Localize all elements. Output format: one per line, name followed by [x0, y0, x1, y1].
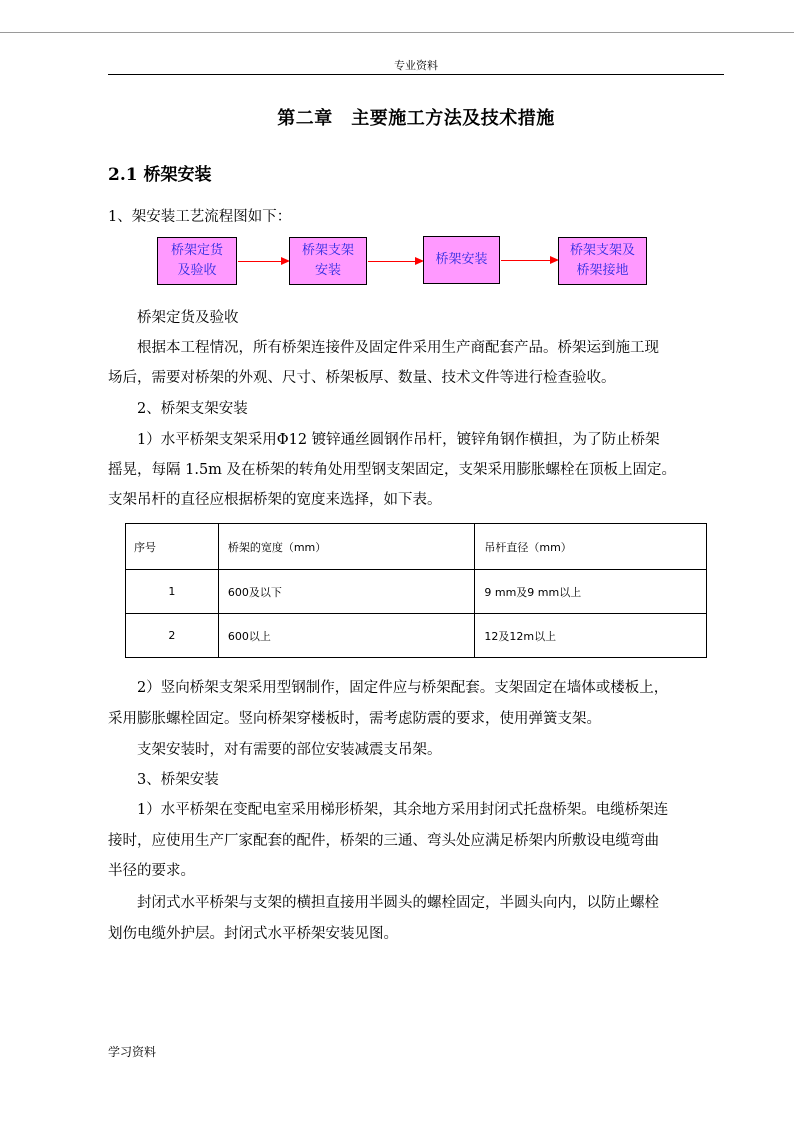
- table-row: [126, 614, 707, 658]
- table-header-cell: 序号: [126, 524, 219, 570]
- paragraph-line: 支架安装时，对有需要的部位安装减震支吊架。: [108, 742, 442, 758]
- rod-diameter-table: [125, 523, 707, 658]
- flow-arrow-3: [501, 260, 557, 261]
- flow-step-1: [157, 237, 237, 285]
- flow-step-1-line1: 桥架定货: [170, 243, 223, 258]
- flow-step-1-line2: 及验收: [177, 263, 217, 278]
- paragraph-line: 场后，需要对桥架的外观、尺寸、桥架板厚、数量、技术文件等进行检查验收。: [108, 370, 616, 386]
- table-header-cell: 桥架的宽度（mm）: [218, 524, 475, 570]
- paragraph-line: 根据本工程情况，所有桥架连接件及固定件采用生产商配套产品。桥架运到施工现: [108, 340, 659, 356]
- flow-step-3: [423, 236, 500, 284]
- flow-arrow-2: [368, 261, 422, 262]
- paragraph-line: 桥架定货及验收: [108, 310, 239, 326]
- paragraph-line: 接时，应使用生产厂家配套的配件，桥架的三通、弯头处应满足桥架内所敷设电缆弯曲: [108, 833, 659, 849]
- table-header-cell: 吊杆直径（mm）: [475, 524, 707, 570]
- table-row: [126, 570, 707, 614]
- paragraph-line: 3、桥架安装: [108, 772, 219, 788]
- page-footer: 学习资料: [108, 1045, 157, 1059]
- paragraph-line: 半径的要求。: [108, 863, 195, 879]
- flow-step-2-line1: 桥架支架: [301, 243, 354, 258]
- paragraph-line: 划伤电缆外护层。封闭式水平桥架安装见图。: [108, 926, 398, 942]
- table-cell: 600以上: [218, 614, 475, 658]
- page-header: 专业资料: [394, 59, 438, 72]
- paragraph-line: 1）水平桥架支架采用Φ12 镀锌通丝圆钢作吊杆，镀锌角钢作横担，为了防止桥架: [108, 432, 660, 448]
- flow-step-2-line2: 安装: [314, 263, 341, 278]
- flow-arrow-1: [238, 261, 288, 262]
- paragraph-line: 支架吊杆的直径应根据桥架的宽度来选择，如下表。: [108, 492, 442, 508]
- paragraph-line: 摇晃，每隔 1.5m 及在桥架的转角处用型钢支架固定，支架采用膨胀螺栓在顶板上固定。: [108, 462, 677, 478]
- flow-step-2: [289, 237, 367, 285]
- flow-step-4-line2: 桥架接地: [576, 263, 629, 278]
- table-cell: 1: [126, 570, 219, 614]
- chapter-title: 第二章 主要施工方法及技术措施: [277, 108, 555, 129]
- flow-step-4: [558, 237, 647, 285]
- section-title: 2.1 桥架安装: [108, 165, 212, 185]
- paragraph-line: 采用膨胀螺栓固定。竖向桥架穿楼板时，需考虑防震的要求，使用弹簧支架。: [108, 711, 601, 727]
- paragraph-line: 2、桥架支架安装: [108, 401, 248, 417]
- flow-step-3-line1: 桥架安装: [435, 252, 488, 267]
- header-rule: [108, 74, 724, 75]
- table-cell: 2: [126, 614, 219, 658]
- table-header-row: [126, 524, 707, 570]
- paragraph-line: 2）竖向桥架支架采用型钢制作，固定件应与桥架配套。支架固定在墙体或楼板上，: [108, 680, 669, 696]
- paragraph-line: 封闭式水平桥架与支架的横担直接用半圆头的螺栓固定，半圆头向内，以防止螺栓: [108, 895, 659, 911]
- flow-step-4-line1: 桥架支架及: [569, 243, 635, 258]
- table-cell: 9 mm及9 mm以上: [475, 570, 707, 614]
- flow-intro: 1、架安装工艺流程图如下：: [108, 209, 292, 225]
- table-cell: 600及以下: [218, 570, 475, 614]
- page-top-border: [0, 32, 794, 33]
- paragraph-line: 1）水平桥架在变配电室采用梯形桥架，其余地方采用封闭式托盘桥架。电缆桥架连: [108, 802, 669, 818]
- table-cell: 12及12m以上: [475, 614, 707, 658]
